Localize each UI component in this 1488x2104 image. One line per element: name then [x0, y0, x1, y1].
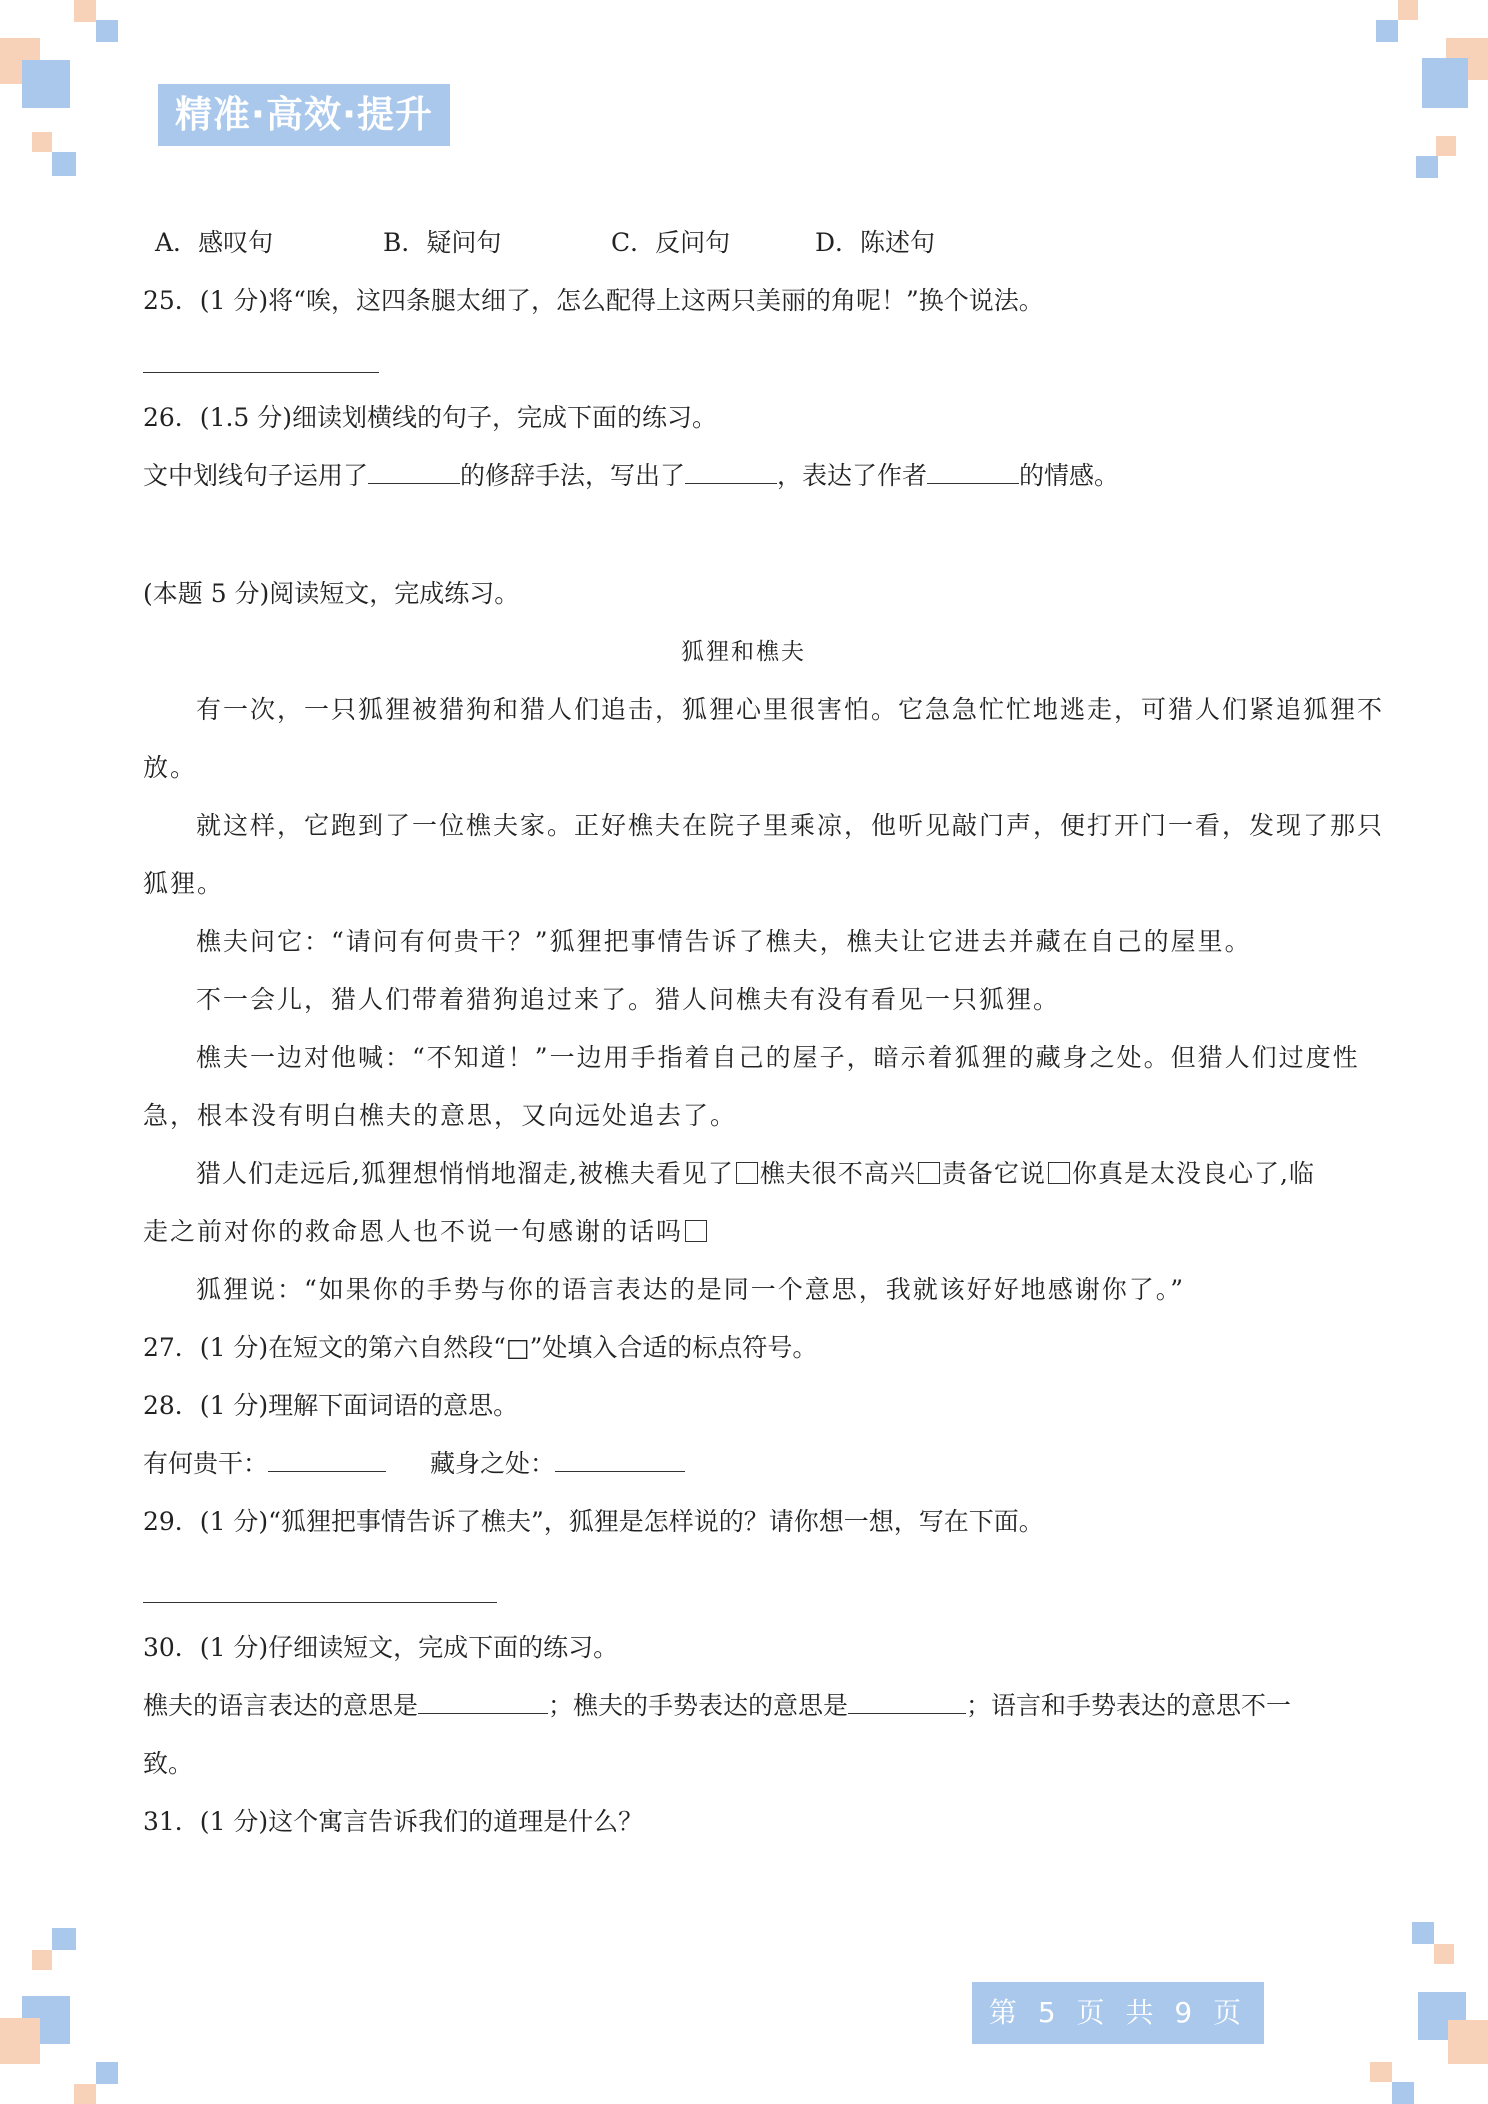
punct-box-1[interactable]: [736, 1162, 758, 1184]
story-para6-line1: 猎人们走远后,狐狸想悄悄地溜走,被樵夫看见了 樵夫很不高兴 责备它说 你真是太没良心了,临: [196, 1159, 1315, 1188]
punct-box-3[interactable]: [1048, 1162, 1070, 1184]
header-badge: 精准·高效·提升: [158, 84, 450, 146]
blank-30-1[interactable]: [418, 1691, 548, 1714]
punct-box-4[interactable]: [685, 1220, 707, 1242]
question-25: 25．(1 分)将“唉，这四条腿太细了，怎么配得上这两只美丽的角呢！”换个说法。: [143, 286, 1044, 315]
option-d: D．陈述句: [815, 228, 936, 257]
answer-line-29[interactable]: [143, 1602, 497, 1603]
question-30-title: 30．(1 分)仔细读短文，完成下面的练习。: [143, 1633, 619, 1662]
blank-30-2[interactable]: [848, 1691, 966, 1714]
question-30-body: 樵夫的语言表达的意思是 ；樵夫的手势表达的意思是 ；语言和手势表达的意思不一: [143, 1691, 1292, 1720]
question-31: 31．(1 分)这个寓言告诉我们的道理是什么？: [143, 1807, 644, 1836]
question-30-body-end: 致。: [143, 1749, 194, 1778]
option-b: B．疑问句: [383, 228, 502, 257]
blank-26-3[interactable]: [927, 461, 1019, 484]
page-number-badge: 第 5 页 共 9 页: [972, 1982, 1264, 2044]
punct-box-2[interactable]: [918, 1162, 940, 1184]
answer-line-25[interactable]: [143, 372, 379, 373]
question-26-title: 26．(1.5 分)细读划横线的句子，完成下面的练习。: [143, 403, 718, 432]
option-a: A．感叹句: [155, 228, 274, 257]
question-27: 27．(1 分)在短文的第六自然段“□”处填入合适的标点符号。: [143, 1333, 818, 1362]
question-28-title: 28．(1 分)理解下面词语的意思。: [143, 1391, 519, 1420]
question-26-body: 文中划线句子运用了 的修辞手法，写出了 ，表达了作者 的情感。: [143, 461, 1120, 490]
story-title: 狐狸和樵夫: [681, 639, 806, 665]
story-para2-line2: 狐狸。: [143, 869, 225, 898]
section-intro: (本题 5 分)阅读短文，完成练习。: [143, 579, 520, 608]
story-para7: 狐狸说：“如果你的手势与你的语言表达的是同一个意思，我就该好好地感谢你了。”: [196, 1275, 1186, 1304]
q24-options: [155, 225, 935, 261]
story-para3: 樵夫问它：“请问有何贵干？”狐狸把事情告诉了樵夫，樵夫让它进去并藏在自己的屋里。: [196, 927, 1252, 956]
story-para4: 不一会儿，猎人们带着猎狗追过来了。猎人问樵夫有没有看见一只狐狸。: [196, 985, 1061, 1014]
question-28-terms: 有何贵干： 藏身之处：: [143, 1446, 685, 1482]
story-para1-line2: 放。: [143, 753, 198, 782]
blank-26-1[interactable]: [368, 461, 460, 484]
story-para5-line1: 樵夫一边对他喊：“不知道！”一边用手指着自己的屋子，暗示着狐狸的藏身之处。但猎人们过度性: [196, 1043, 1360, 1072]
blank-26-2[interactable]: [685, 461, 777, 484]
blank-28-1[interactable]: [268, 1449, 386, 1472]
blank-28-2[interactable]: [555, 1449, 685, 1472]
story-para2-line1: 就这样，它跑到了一位樵夫家。正好樵夫在院子里乘凉，他听见敲门声，便打开门一看，发现了那只: [196, 811, 1385, 840]
story-para1-line1: 有一次，一只狐狸被猎狗和猎人们追击，狐狸心里很害怕。它急急忙忙地逃走，可猎人们紧追狐狸不: [196, 695, 1385, 724]
story-para6-line2: 走之前对你的救命恩人也不说一句感谢的话吗: [143, 1214, 709, 1250]
option-c: C．反问句: [611, 228, 731, 257]
question-29: 29．(1 分)“狐狸把事情告诉了樵夫”，狐狸是怎样说的？请你想一想，写在下面。: [143, 1507, 1044, 1536]
story-para5-line2: 急，根本没有明白樵夫的意思，又向远处追去了。: [143, 1101, 738, 1130]
